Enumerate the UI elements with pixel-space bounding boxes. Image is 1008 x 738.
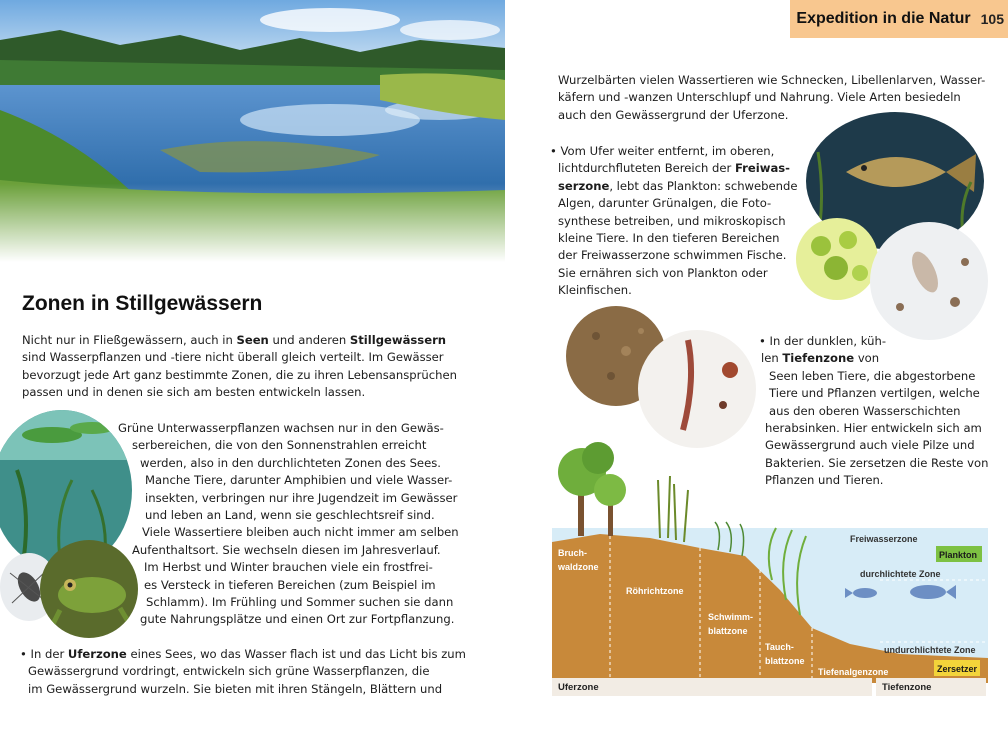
- label-durchlichtete: durchlichtete Zone: [860, 569, 941, 579]
- label-undurchlichtete: undurchlichtete Zone: [884, 645, 976, 655]
- label-roehricht: Röhrichtzone: [626, 586, 684, 596]
- lake-photo: [0, 0, 505, 262]
- label-schwimm-1: Schwimm-: [708, 612, 754, 622]
- section-heading: Zonen in Stillgewässern: [22, 292, 263, 315]
- lake-zones-diagram: [550, 400, 988, 700]
- continuation-paragraph: Wurzelbärten vielen Wassertieren wie Schnecken, Libellenlarven, Wasser- käfern und -wanzen Unterschlupf und Nahrung. Viele Arten besiedeln auch den Gewässergrund der Uferzone.: [558, 73, 986, 122]
- bullet-tiefenzone: • In der dunklen, küh- len Tiefenzone von Seen leben Tiere, die abgestorbene Tiere und Pflanzen vertilgen, welche aus den oberen Wasserschichten herabsinken. Hier entwickeln sich am Gewässergrund auch viele Pilze und Bakterien. Sie zersetzen die Reste von Pflanzen und Tieren.: [759, 334, 989, 488]
- tree-icon-2: [594, 474, 626, 536]
- label-plankton: Plankton: [939, 550, 978, 560]
- tiefenzone-bar: Tiefenzone: [876, 678, 986, 696]
- label-schwimm-2: blattzone: [708, 626, 748, 636]
- zooplankton-photo: [870, 222, 988, 340]
- label-bruchwald-1: Bruch-: [558, 548, 587, 558]
- label-bruchwald-2: waldzone: [558, 562, 599, 572]
- label-tauch-1: Tauch-: [765, 642, 794, 652]
- chapter-title-right: Expedition in die Natur: [796, 10, 971, 27]
- intro-paragraph: Nicht nur in Fließgewässern, auch in Seen und anderen Stillgewässern sind Wasserpflanzen und -tiere nicht überall gleich verteilt. Im Gewässer bevorzugt jede Art ganz bestimmte Zonen, die zu ihren Lebensansprüchen passen und in denen sie sich am besten entwickeln lassen.: [22, 333, 457, 400]
- uferzone-bar: Uferzone: [552, 678, 872, 696]
- bullet-freiwasserzone: • Vom Ufer weiter entfernt, im oberen, lichtdurchfluteten Bereich der Freiwas- serzone, lebt das Plankton: schwebende Algen, darunter Grünalgen, die Foto- synthese betreiben, und mikroskopisch kleine Tiere. In den tieferen Bereichen der Freiwasserzone schwimmen Fische. Sie ernähren sich von Plankton oder Kleinfischen.: [550, 144, 798, 298]
- label-zersetzer: Zersetzer: [937, 664, 978, 674]
- header-tab-right: [790, 0, 1008, 38]
- label-freiwasser: Freiwasserzone: [850, 534, 918, 544]
- page-number-right: 105: [980, 11, 1004, 27]
- label-tauch-2: blattzone: [765, 656, 805, 666]
- body-paragraph: Grüne Unterwasserpflanzen wachsen nur in den Gewäs- serbereichen, die von den Sonnenstrahlen erreicht werden, also in den durchlichteten Zonen des Sees. Manche Tiere, darunter Amphibien und viele Wasser- insekten, verbringen nur ihre Jugendzeit im Gewässer und leben an Land, wenn sie geschlechtsreif sind. Viele Wassertiere bleiben auch nicht immer am selben Aufenthaltsort. Sie wechseln diesen im Jahresverlauf. Im Herbst und Winter brauchen viele ein frostfrei- es Versteck in tieferen Bereichen (zum Beispiel im Schlamm). Im Frühling und Sommer suchen sie dann gute Nahrungsplätze und einen Ort zur Fortpflanzung.: [118, 421, 459, 627]
- bullet-uferzone: • In der Uferzone eines Sees, wo das Wasser flach ist und das Licht bis zum Gewässergrund vordringt, entwickeln sich grüne Wasserpflanzen, die im Gewässergrund wurzeln. Sie bieten mit ihren Stängeln, Blättern und: [20, 647, 466, 696]
- label-tiefenalgen: Tiefenalgenzone: [818, 667, 889, 677]
- green-algae-photo: [796, 218, 878, 300]
